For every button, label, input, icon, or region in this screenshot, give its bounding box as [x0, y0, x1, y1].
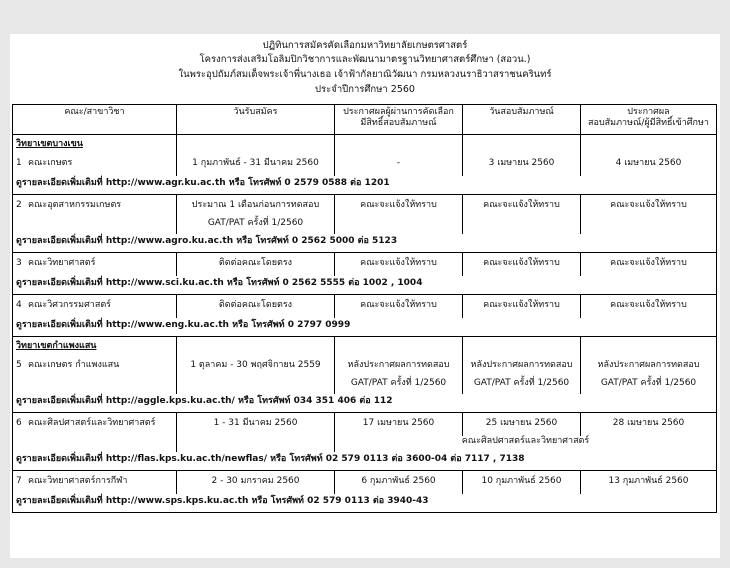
more-info-row	[13, 176, 717, 195]
col-header-apply-date: วันรับสมัคร	[177, 105, 335, 135]
apply-date: 2 - 30 มกราคม 2560	[211, 476, 300, 486]
faculty-name: คณะศิลปศาสตร์และวิทยาศาสตร์	[28, 418, 156, 428]
interview-date: คณะจะแจ้งให้ทราบ	[483, 200, 560, 210]
row-number: 4	[16, 300, 22, 310]
more-info-link[interactable]: ดูรายละเอียดเพิ่มเติมที่ http://www.sci.ku.ac.th หรือ โทรศัพท์ 0 2562 5555 ต่อ 1002 , 1004	[16, 278, 423, 288]
shortlist-date: 6 กุมภาพันธ์ 2560	[361, 476, 436, 486]
table-row	[13, 413, 717, 437]
interview-date: 3 เมษายน 2560	[488, 158, 555, 168]
table-row-continued	[13, 218, 717, 234]
doc-subtitle-project: โครงการส่งเสริมโอลิมปิกวิชาการและพัฒนามาตรฐานวิทยาศาสตร์ศึกษา (สอวน.)	[199, 54, 531, 65]
more-info-link[interactable]: ดูรายละเอียดเพิ่มเติมที่ http://www.agro.ku.ac.th หรือ โทรศัพท์ 0 2562 5000 ต่อ 5123	[16, 236, 398, 246]
interview-date-line2: GAT/PAT ครั้งที่ 1/2560	[473, 378, 570, 388]
table-row	[13, 355, 717, 378]
col-header-result: ประกาศผล สอบสัมภาษณ์/ผู้มีสิทธิ์เข้าศึกษา	[581, 105, 717, 135]
interview-date: หลังประกาศผลการทดสอบ	[470, 360, 573, 370]
faculty-name: คณะเกษตร	[28, 158, 73, 168]
col-header-interview-date: วันสอบสัมภาษณ์	[463, 105, 581, 135]
interview-date: 25 เมษายน 2560	[485, 418, 558, 428]
faculty-name: คณะอุตสาหกรรมเกษตร	[28, 200, 122, 210]
shortlist-date: -	[396, 158, 401, 168]
section-row-bangkhen	[13, 135, 717, 154]
shortlist-date: หลังประกาศผลการทดสอบ	[347, 360, 450, 370]
faculty-name: คณะวิศวกรรมศาสตร์	[28, 300, 112, 310]
apply-date: 1 - 31 มีนาคม 2560	[213, 418, 298, 428]
document-page	[10, 34, 720, 558]
shortlist-date: 17 เมษายน 2560	[362, 418, 435, 428]
apply-date-line2: GAT/PAT ครั้งที่ 1/2560	[207, 218, 304, 228]
more-info-row	[13, 394, 717, 413]
apply-date: ประมาณ 1 เดือนก่อนการทดสอบ	[191, 200, 320, 210]
more-info-link[interactable]: ดูรายละเอียดเพิ่มเติมที่ http://www.agr.ku.ac.th หรือ โทรศัพท์ 0 2579 0588 ต่อ 1201	[16, 178, 390, 188]
row-number: 3	[16, 258, 22, 268]
table-row	[13, 253, 717, 277]
doc-subtitle-year: ประจำปีการศึกษา 2560	[315, 84, 415, 95]
col-header-faculty: คณะ/สาขาวิชา	[13, 105, 177, 135]
result-date: คณะจะแจ้งให้ทราบ	[610, 200, 687, 210]
shortlist-date-line2: GAT/PAT ครั้งที่ 1/2560	[350, 378, 447, 388]
result-date: หลังประกาศผลการทดสอบ	[597, 360, 700, 370]
result-date: คณะจะแจ้งให้ทราบ	[610, 300, 687, 310]
table-header-row	[13, 105, 717, 135]
doc-subtitle-patronage: ในพระอุปถัมภ์สมเด็จพระเจ้าพี่นางเธอ เจ้าฟ้ากัลยาณิวัฒนา กรมหลวงนราธิวาสราชนครินทร์	[178, 69, 552, 80]
apply-date: ติดต่อคณะโดยตรง	[218, 300, 293, 310]
result-date-line2: GAT/PAT ครั้งที่ 1/2560	[600, 378, 697, 388]
faculty-name: คณะวิทยาศาสตร์	[28, 258, 96, 268]
table-row-note	[13, 436, 717, 452]
more-info-row	[13, 318, 717, 337]
more-info-link[interactable]: ดูรายละเอียดเพิ่มเติมที่ http://www.sps.kps.ku.ac.th หรือ โทรศัพท์ 02 579 0113 ต่อ 3940-43	[16, 496, 429, 506]
table-row-continued	[13, 378, 717, 394]
row-number: 6	[16, 418, 22, 428]
more-info-row	[13, 452, 717, 471]
col-header-shortlist: ประกาศผลผู้ผ่านการคัดเลือก มีสิทธิ์สอบสัมภาษณ์	[335, 105, 463, 135]
apply-date: ติดต่อคณะโดยตรง	[218, 258, 293, 268]
faculty-name: คณะวิทยาศาสตร์การกีฬา	[28, 476, 128, 486]
doc-title: ปฏิทินการสมัครคัดเลือกมหาวิทยาลัยเกษตรศาสตร์	[262, 40, 468, 51]
apply-date: 1 ตุลาคม - 30 พฤศจิกายน 2559	[190, 360, 321, 370]
interview-date: คณะจะแจ้งให้ทราบ	[483, 300, 560, 310]
result-date: คณะจะแจ้งให้ทราบ	[610, 258, 687, 268]
row-number: 7	[16, 476, 22, 486]
more-info-row	[13, 234, 717, 253]
row-number: 5	[16, 360, 22, 370]
row-number: 2	[16, 200, 22, 210]
more-info-link[interactable]: ดูรายละเอียดเพิ่มเติมที่ http://www.eng.ku.ac.th หรือ โทรศัพท์ 0 2797 0999	[16, 320, 351, 330]
shortlist-date: คณะจะแจ้งให้ทราบ	[360, 258, 437, 268]
schedule-table	[12, 104, 717, 513]
more-info-row	[13, 494, 717, 513]
more-info-row	[13, 276, 717, 295]
shortlist-date: คณะจะแจ้งให้ทราบ	[360, 200, 437, 210]
result-date: 4 เมษายน 2560	[615, 158, 682, 168]
section-label: วิทยาเขตบางเขน	[16, 139, 83, 149]
shortlist-date: คณะจะแจ้งให้ทราบ	[360, 300, 437, 310]
table-row	[13, 295, 717, 319]
faculty-note: คณะศิลปศาสตร์และวิทยาศาสตร์	[461, 436, 590, 446]
result-date: 13 กุมภาพันธ์ 2560	[608, 476, 689, 486]
table-row	[13, 195, 717, 219]
interview-date: คณะจะแจ้งให้ทราบ	[483, 258, 560, 268]
table-row	[13, 153, 717, 176]
result-date: 28 เมษายน 2560	[612, 418, 685, 428]
section-row-kamphaengsaen	[13, 337, 717, 356]
table-row	[13, 471, 717, 495]
apply-date: 1 กุมภาพันธ์ - 31 มีนาคม 2560	[192, 158, 319, 168]
faculty-name: คณะเกษตร กำแพงแสน	[28, 360, 120, 370]
more-info-link[interactable]: ดูรายละเอียดเพิ่มเติมที่ http://aggle.kps.ku.ac.th/ หรือ โทรศัพท์ 034 351 406 ต่อ 112	[16, 396, 393, 406]
row-number: 1	[16, 158, 22, 168]
section-label: วิทยาเขตกำแพงแสน	[16, 341, 97, 351]
more-info-link[interactable]: ดูรายละเอียดเพิ่มเติมที่ http://flas.kps.ku.ac.th/newflas/ หรือ โทรศัพท์ 02 579 0113 ต่อ 3600-04 ต่อ 7117 , 7138	[16, 454, 525, 464]
interview-date: 10 กุมภาพันธ์ 2560	[481, 476, 562, 486]
